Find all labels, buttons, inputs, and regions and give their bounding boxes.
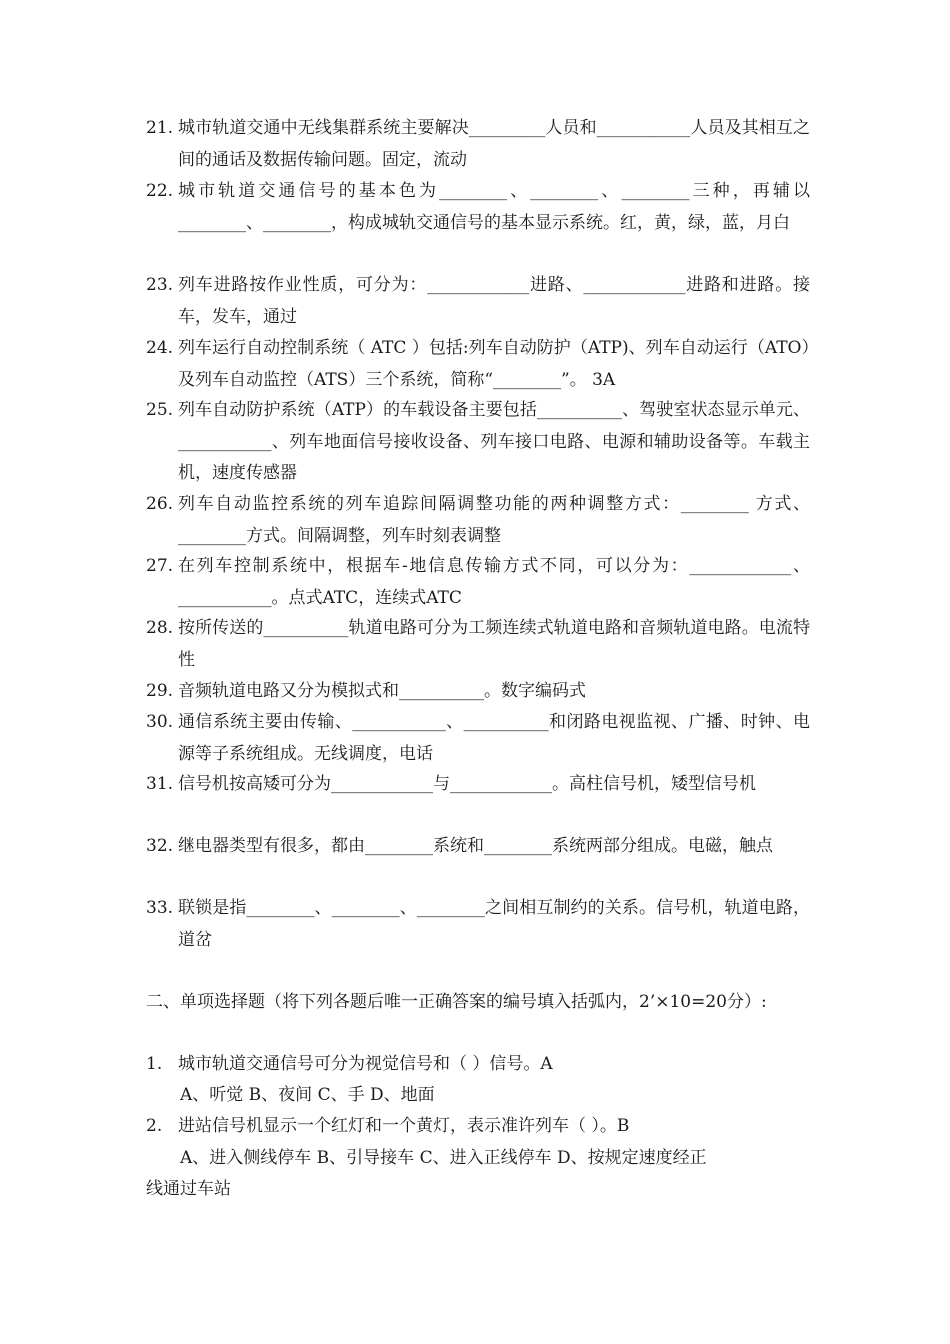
choice-options-continued: 线通过车站 — [146, 1179, 231, 1199]
question-number: 30. — [146, 712, 174, 732]
question-number: 22. — [146, 181, 174, 201]
question-24 — [146, 333, 810, 396]
question-number: 21. — [146, 118, 174, 138]
section-heading: 二、单项选择题（将下列各题后唯一正确答案的编号填入括弧内，2’×10=20分）: — [146, 992, 767, 1012]
question-text: 列车运行自动控制系统（ ATC ）包括:列车自动防护（ATP)、列车自动运行（ATO）及列车自动监控（ATS）三个系统，简称“________”。 3A — [178, 338, 810, 390]
question-number: 31. — [146, 774, 174, 794]
question-28 — [146, 613, 810, 676]
question-23 — [146, 270, 810, 333]
question-number: 33. — [146, 898, 174, 918]
question-29 — [146, 676, 810, 708]
question-30 — [146, 707, 810, 770]
question-number: 32. — [146, 836, 174, 856]
question-number: 1. — [146, 1054, 163, 1074]
question-22 — [146, 176, 810, 239]
question-text: 按所传送的__________轨道电路可分为工频连续式轨道电路和音频轨道电路。电流特性 — [178, 618, 810, 670]
question-number: 28. — [146, 618, 174, 638]
question-text: 联锁是指________、________、________之间相互制约的关系。信号机，轨道电路，道岔 — [178, 898, 810, 950]
question-text: 在列车控制系统中，根据车-地信息传输方式不同，可以分为：____________、___________。点式ATC，连续式ATC — [178, 556, 810, 608]
question-32 — [146, 831, 810, 863]
question-33 — [146, 893, 810, 956]
question-31 — [146, 769, 810, 801]
question-number: 29. — [146, 681, 174, 701]
question-text: 列车自动监控系统的列车追踪间隔调整功能的两种调整方式：________ 方式、________方式。间隔调整，列车时刻表调整 — [178, 494, 810, 546]
question-text: 城市轨道交通中无线集群系统主要解决_________人员和___________人员及其相互之间的通话及数据传输问题。固定，流动 — [178, 118, 810, 170]
choice-question-1 — [146, 1049, 810, 1081]
question-text: 列车进路按作业性质，可分为：____________进路、____________进路和进路。接车，发车，通过 — [178, 275, 810, 327]
question-text: 城市轨道交通信号可分为视觉信号和（ ）信号。A — [178, 1054, 553, 1074]
question-text: 继电器类型有很多，都由________系统和________系统两部分组成。电磁，触点 — [178, 836, 773, 856]
question-25 — [146, 395, 810, 490]
question-text: 列车自动防护系统（ATP）的车载设备主要包括__________、驾驶室状态显示单元、___________、列车地面信号接收设备、列车接口电路、电源和辅助设备等。车载主机，速度传感器 — [178, 400, 810, 483]
question-text: 城市轨道交通信号的基本色为________、________、________三种，再辅以________、________，构成城轨交通信号的基本显示系统。红，黄，绿，蓝，月白 — [178, 181, 810, 233]
question-number: 2. — [146, 1116, 163, 1136]
question-number: 26. — [146, 494, 174, 514]
choice-options: A、听觉 B、夜间 C、手 D、地面 — [180, 1085, 435, 1105]
choice-question-2 — [146, 1111, 810, 1143]
question-text: 音频轨道电路又分为模拟式和__________。数字编码式 — [178, 681, 586, 701]
question-number: 25. — [146, 400, 174, 420]
question-text: 信号机按高矮可分为____________与____________。高柱信号机，矮型信号机 — [178, 774, 756, 794]
question-text: 进站信号机显示一个红灯和一个黄灯，表示准许列车（ ）。B — [178, 1116, 630, 1136]
question-26 — [146, 489, 810, 552]
choice-options: A、进入侧线停车 B、引导接车 C、进入正线停车 D、按规定速度经正 — [180, 1148, 707, 1168]
question-number: 27. — [146, 556, 174, 576]
question-27 — [146, 551, 810, 614]
question-21 — [146, 113, 810, 176]
question-number: 23. — [146, 275, 174, 295]
question-number: 24. — [146, 338, 174, 358]
question-text: 通信系统主要由传输、___________、__________和闭路电视监视、广播、时钟、电源等子系统组成。无线调度，电话 — [178, 712, 810, 764]
